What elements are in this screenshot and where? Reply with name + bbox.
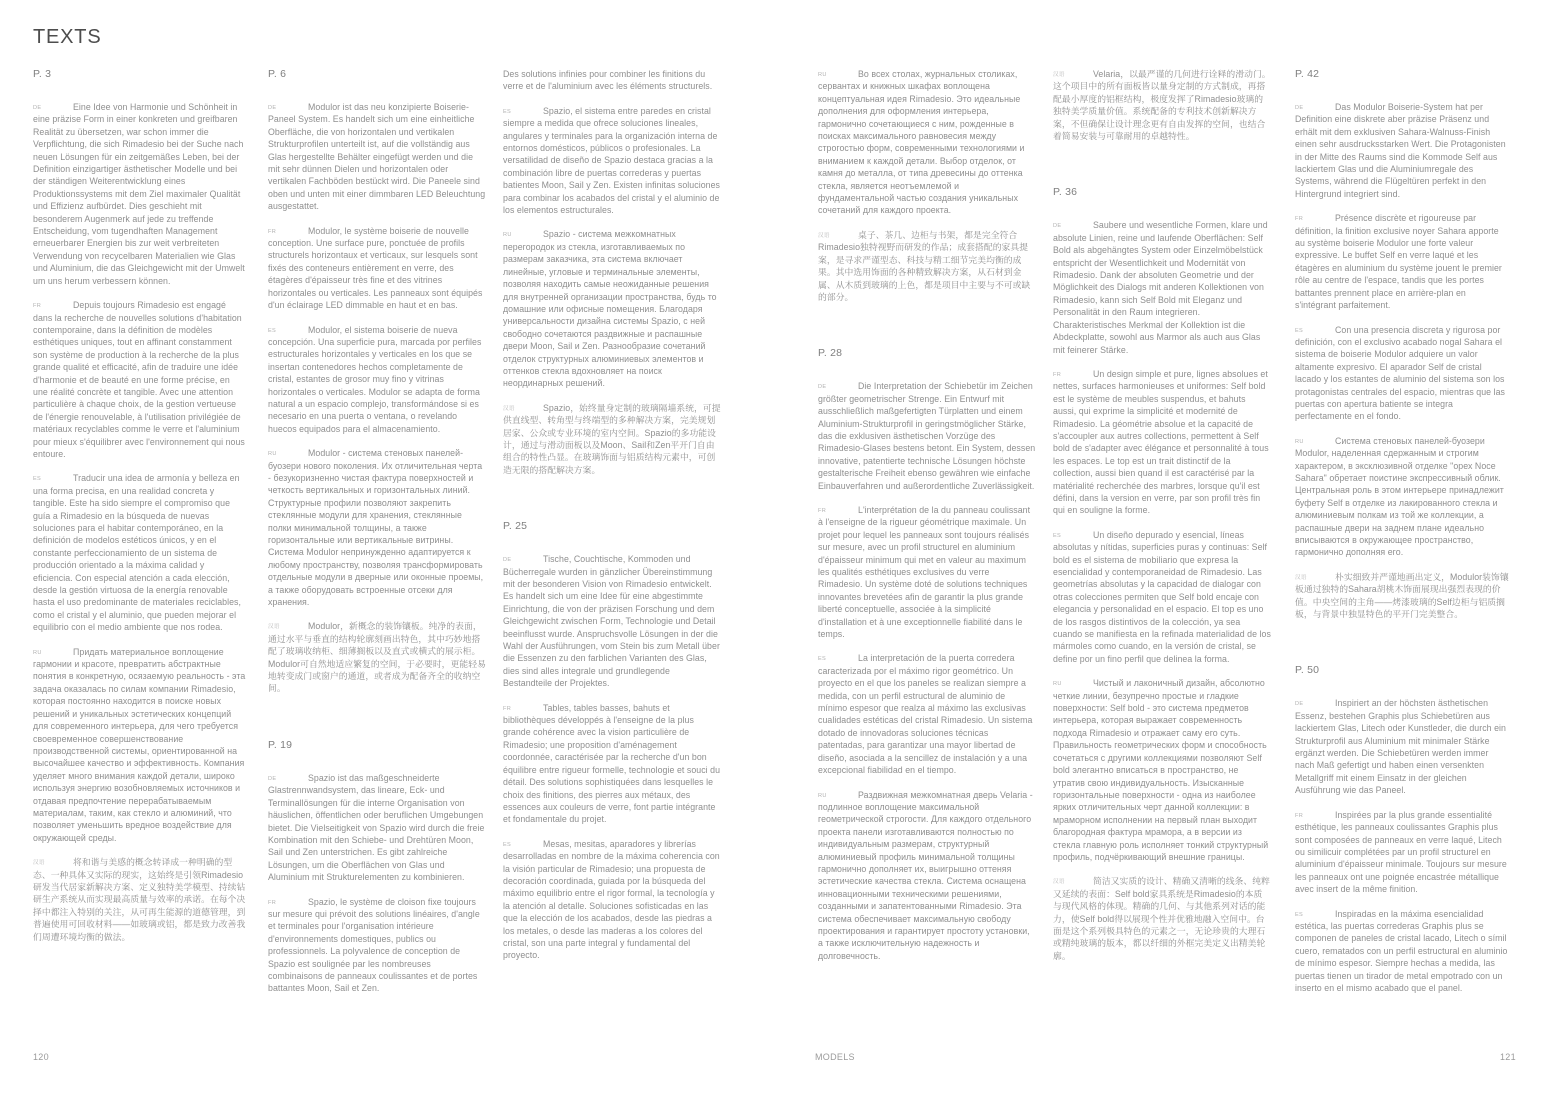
paragraph-text: Inspiradas en la máxima esencialidad estética, las puertas correderas Graphis plus se componen de paneles de cristal lacado, Litech o símil cuero, rematados con un perfil estructural en aluminio de mínimo espesor. Siempre hechas a medida, las puertas tienen un tirador de metal empotrado con un inserto en el mismo acabado que el panel.: [1295, 908, 1508, 993]
text-column-5: [1053, 68, 1271, 974]
language-tag: FR: [33, 303, 42, 310]
paragraph-汉语: [503, 402, 721, 476]
language-tag: 汉语: [1053, 879, 1065, 886]
paragraph-text: Das Modulor Boiserie-System hat per Definition eine diskrete aber präzise Präsenz und erhält mit dem exklusiven Sahara-Walnuss-Finish einen sehr ausdrucksstarken Wert. Die Protagonisten in der Mitte des Raums sind die Kommode Self aus lackiertem Glas und die Aluminiumregale des Systems, während die Flügeltüren perfekt in den Hintergrund integriert sind.: [1295, 102, 1506, 199]
language-tag: 汉语: [503, 405, 515, 412]
language-tag: FR: [1295, 216, 1304, 223]
paragraph-汉语: [1053, 875, 1271, 962]
language-tag: FR: [268, 899, 277, 906]
paragraph-text: 朴实细致并严谨地画出定义，Modulor装饰镶板通过独特的Sahara胡桃木饰面展现出强烈表现的价值。中央空间的主角——烤漆玻璃的Self边柜与铝质搁板，与背景中独显特色的平开门完美整合。: [1295, 571, 1509, 620]
paragraph-DE: [818, 380, 1036, 492]
paragraph-DE: [1295, 101, 1509, 200]
language-tag: ES: [268, 327, 277, 334]
language-tag: 汉语: [1295, 574, 1307, 581]
paragraph-RU: [268, 447, 486, 608]
section-header: P. 6: [268, 68, 287, 80]
paragraph-text: Spazio - система межкомнатных перегородок из стекла, изготавливаемых по размерам заказчика, эта система включает линейные, угловые и терминальные элементы, позволяя находить самые неожиданные решения для внутренней организации пространства, будь то домашние или офисные помещения. Благодаря универсальности дизайна системы Spazio, с ней свободно сочетаются раздвижные и распашные двери Moon, Sail и Zen. Разнообразие сочетаний отделок структурных алюминиевых элементов и оттенков стекла вдохновляет на поиск неординарных решений.: [503, 229, 717, 389]
section-header: P. 19: [268, 738, 293, 751]
paragraph-FR: [1295, 809, 1509, 896]
language-tag: RU: [503, 232, 512, 239]
paragraph-汉语: [1295, 571, 1509, 621]
language-tag: DE: [503, 557, 512, 564]
paragraph-ES: [1295, 908, 1509, 995]
language-tag: 汉语: [268, 624, 280, 631]
section-header: P. 3: [33, 68, 52, 80]
paragraph-RU: [818, 68, 1036, 217]
language-tag: RU: [1295, 438, 1304, 445]
paragraph-text: Velaria，以最严谨的几何进行诠释的滑动门。这个项目中的所有面板皆以量身定制的方式制成，再搭配最小厚度的铝框结构，极度发挥了Rimadesio玻璃的独特美学质量价值。系统配备的专利技术创新解决方案，不但确保让设计理念更有自由发挥的空间，也结合着简易安装与可靠耐用的卓越特性。: [1053, 69, 1271, 142]
paragraph-text: Inspirées par la plus grande essentialité esthétique, les panneaux coulissantes Graphis plus sont composées de panneaux en verre laqué, Litech ou similicuir complétées par un profil structurel en aluminium d'épaisseur minimale. Toujours sur mesure les panneaux ont une poignée encastrée métallique avec insert de la même finition.: [1295, 809, 1507, 895]
paragraph-text: Présence discrète et rigoureuse par définition, la finition exclusive noyer Sahara apporte au système boiserie Modulor une forte valeur expressive. Le buffet Self en verre laqué et les étagères en aluminium du système jouent le premier rôle au centre de l'espace, tandis que les portes battantes prennent place en arrière-plan en s'intégrant parfaitement.: [1295, 213, 1502, 311]
paragraph-ES: [33, 472, 246, 633]
paragraph-RU: [1295, 435, 1509, 559]
language-tag: FR: [818, 507, 827, 514]
paragraph-text: Modulor，新概念的装饰镶板。纯净的表面，通过水平与垂直的结构轮廓刻画出特色，其中巧妙地搭配了玻璃收纳柜、细薄搁板以及直式或横式的展示柜。Modulor可自然地适应繁复的空间，于必要时，更能轻易地转变成门或窗户的通道，或者成为配备齐全的收纳空间。: [268, 621, 486, 694]
paragraph-DE: [503, 553, 721, 689]
language-tag: DE: [1295, 105, 1304, 111]
paragraph-text: Die Interpretation der Schiebetür im Zeichen größter geometrischer Strenge. Ein Entwurf mit ausschließlich maßgefertigten Türplatten und einem Aluminium-Strukturprofil in geringstmöglicher Stärke, das die exklusiven ästhetischen Vorzüge des Rimadesio-Glases bestens betont. Ein System, dessen innovative, patentierte technische Lösungen höchste gestalterische Freiheit ebenso gewähren wie einfache Einbauverfahren und außerordentliche Zuverlässigkeit.: [818, 381, 1036, 491]
paragraph-text: Придать материальное воплощение гармонии и красоте, превратить абстрактные понятия в конкретную, осязаемую реальность - эта задача оказалась по силам компании Rimadesio, которая постоянно находится в поиске новых решений и уникальных эстетических концепций для современного интерьера, для чего требуется своевременное совершенствование производственной системы, ориентированной на высочайшее качество и эффективность. Компания уделяет много внимания каждой детали, широко используя энергию возобновляемых источников и отдавая предпочтение перерабатываемым материалам, таким, как стекло и алюминий, что позволяет уменьшить вредное воздействие для окружающей среды.: [33, 646, 246, 843]
paragraph-DE: [33, 101, 246, 287]
paragraph-FR: [1295, 212, 1509, 311]
language-tag: RU: [818, 72, 827, 78]
paragraph-text: Spazio，始终量身定制的玻璃隔墙系统，可提供直线型、转角型与终端型的多种解决方案，完美规划居家、公众或专业环境的室内空间。Spazio的多功能设计，通过与滑动面板以及Moon、Sail和Zen平开门自由组合的特性凸显。在玻璃饰面与铝质结构元素中，可创造无限的搭配解决方案。: [503, 402, 721, 475]
paragraph-text: La interpretación de la puerta corredera caracterizada por el máximo rigor geométrico. Un proyecto en el que los paneles se realizan siempre a medida, con un perfil estructural de aluminio de mínimo espesor que realza al máximo las exclusivas cualidades estéticas del cristal Rimadesio. Un sistema dotado de innovadoras soluciones técnicas patentadas, para garantizar una mayor libertad de diseño, asociada a la sencillez de instalación y a una excepcional fiabilidad en el tiempo.: [818, 653, 1033, 776]
section-header: P. 36: [1053, 186, 1078, 199]
language-tag: 汉语: [33, 860, 45, 867]
paragraph-text: Spazio, le système de cloison fixe toujours sur mesure qui prévoit des solutions linéaires, d'angle et terminales pour l'organisation intérieure d'environnements domestiques, publics ou professionnels. La polyvalence de conception de Spazio est soulignée par les nombreuses combinaisons de panneaux coulissantes et de portes battantes Moon, Sail et Zen.: [268, 896, 480, 994]
text-column-4: [818, 68, 1036, 974]
paragraph-DE: [1053, 219, 1271, 355]
language-tag: FR: [1295, 812, 1304, 819]
paragraph-text: Depuis toujours Rimadesio est engagé dans la recherche de nouvelles solutions d'habitation contemporaine, dans la définition de modèles esthétiques uniques, tout en affinant constamment son système de production à la recherche de la plus grande qualité et efficacité, afin de traduire une idée d'harmonie et de beauté en une forme précise, en une réalité concrète et tangible. Avec une attention particulière à chaque choix, de la gestion vertueuse de l'énergie renouvelable, à l'utilisation privilégiée de matériaux recyclables comme le verre et l'aluminium pour mieux s'équilibrer avec l'environnement qui nous entoure.: [33, 300, 245, 459]
paragraph-RU: [503, 228, 721, 389]
paragraph-text: Des solutions infinies pour combiner les finitions du verre et de l'aluminium avec les éléments structurels.: [503, 69, 713, 92]
language-tag: RU: [33, 649, 42, 656]
paragraph-text: Раздвижная межкомнатная дверь Velaria - подлинное воплощение максимальной геометрической строгости. Для каждого отдельного проекта панели изготавливаются полностью по индивидуальным размерам, структурный алюминиевый профиль минимальной толщины гармонично дополняет их, выигрышно оттеняя эстетические качества стекла. Система оснащена инновационными техническими решениями, созданными и запатентованными Rimadesio. Эта система обеспечивает максимальную свободу проектирования и гарантирует простоту установки, а также исключительную надежность и долговечность.: [818, 789, 1033, 961]
paragraph-FR: [268, 225, 486, 312]
language-tag: 汉语: [1053, 72, 1065, 78]
paragraph-continuation: [503, 68, 721, 93]
language-tag: RU: [818, 792, 827, 799]
text-column-3: [503, 68, 721, 974]
paragraph-text: L'interprétation de la du panneau coulissant à l'enseigne de la rigueur géométrique maximale. Un projet pour lequel les panneaux sont toujours réalisés sur mesure, avec un profil structurel en aluminium d'épaisseur minimum qui met en valeur au maximum les qualités esthétiques exclusives du verre Rimadesio. Un système doté de solutions techniques innovantes brevetées afin de garantir la plus grande liberté conceptuelle, associée à la simplicité d'installation et à une exceptionnelle fiabilité dans le temps.: [818, 504, 1031, 640]
paragraph-ES: [268, 324, 486, 436]
language-tag: ES: [818, 656, 827, 663]
language-tag: ES: [1295, 327, 1304, 334]
paragraph-FR: [503, 702, 721, 826]
language-tag: ES: [1053, 532, 1062, 539]
language-tag: ES: [1295, 911, 1304, 918]
paragraph-text: Saubere und wesentliche Formen, klare und absolute Linien, reine und laufende Oberflächen: Self Bold als abgehängtes System oder Einzelmöbelstück entspricht der Wesentlichkeit und Modernität von Rimadesio. Dank der absoluten Geometrie und der Möglichkeit des Dialogs mit anderen Kollektionen von Rimadesio, kann sich Self Bold mit Eleganz und Personalität in den Raum integrieren. Charakteristisches Merkmal der Kollektion ist die Abdeckplatte, sowohl aus Marmor als auch aus Glas mit feinerer Stärke.: [1053, 220, 1268, 355]
paragraph-text: Чистый и лаконичный дизайн, абсолютно четкие линии, безупречно простые и гладкие поверхности: Self bold - это система предметов интерьера, которая выражает современность подхода Rimadesio и отражает саму его суть. Правильность геометрических форм и способность сочетаться с другими коллекциями позволяют Self bold элегантно вписаться в пространство, не утратив свою индивидуальность. Изысканные горизонтальные поверхности - одна из наиболее ярких отличительных черт данной коллекции: в мраморном исполнении на первый план выходит благородная фактура мрамора, а в версии из стекла главную роль исполняет тонкий структурный профиль, подчёркивающий внешние границы.: [1053, 678, 1269, 862]
right-page-number: 121: [1500, 1052, 1516, 1062]
paragraph-text: Modulor ist das neu konzipierte Boiserie-Paneel System. Es handelt sich um eine einheitliche Oberfläche, die von horizontalen und vertikalen Strukturprofilen unterteilt ist, auf die vollständig aus Glas hergestellte Behälter eingefügt werden und die mit sehr dünnen Dielen und horizontalen oder vertikalen Fachböden bestückt wird. Die Paneele sind oben und unten mit einer dimmbaren LED Beleuchtung ausgestattet.: [268, 102, 486, 212]
paragraph-text: Modulor - система стеновых панелей-буозери нового поколения. Их отличительная черта - безукоризненно чистая фактура поверхностей и четкость вертикальных и горизонтальных линий. Структурные профили позволяют закрепить стеклянные модули для хранения, стеклянные полки минимальной толщины, а также горизонтальные или вертикальные витрины. Система Modulor непринужденно адаптируется к любому пространству, позволяя трансформировать отдельные модули в дверные или оконные проемы, а также оборудовать встроенные отсеки для хранения.: [268, 448, 484, 608]
paragraph-FR: [268, 896, 486, 995]
paragraph-ES: [1295, 324, 1509, 423]
paragraph-汉语: [1053, 68, 1271, 142]
paragraph-汉语: [818, 229, 1036, 303]
paragraph-text: Tables, tables basses, bahuts et bibliothèques développés à l'enseigne de la plus grande cohérence avec la vision particulière de Rimadesio; une proposition d'aménagement coordonnée, caractérisée par la recherche d'un bon équilibre entre rigueur formelle, technologie et souci du détail. Des solutions sophistiquées dans lesquelles le choix des finitions, des pierres aux métaux, des essences aux couleurs de verre, font partie intégrante et fondamentale du projet.: [503, 702, 721, 825]
paragraph-text: Modulor, le système boiserie de nouvelle conception. Une surface pure, ponctuée de profils structurels horizontaux et verticaux, sur lesquels sont fixés des conteneurs entièrement en verre, des étagères d'épaisseur très fine et des vitrines horizontales ou verticales. Les panneaux sont équipés d'un éclairage LED dimmable en haut et en bas.: [268, 225, 483, 311]
section-header: P. 28: [818, 347, 843, 360]
paragraph-ES: [1053, 529, 1271, 665]
language-tag: RU: [1053, 681, 1062, 688]
section-header: P. 50: [1295, 664, 1320, 677]
paragraph-text: Con una presencia discreta y rigurosa por definición, con el exclusivo acabado nogal Sahara el sistema de boiserie Modulor adquiere un valor altamente expresivo. El aparador Self de cristal lacado y los estantes de aluminio del sistema son los protagonistas centrales del espacio, mientras que las puertas con apertura batiente se integra perfectamente en el fondo.: [1295, 324, 1505, 422]
language-tag: FR: [268, 228, 277, 235]
paragraph-text: Un diseño depurado y esencial, líneas absolutas y nítidas, superficies puras y continuas: Self bold es el sistema de mobiliario que expresa la esencialidad y contemporaneidad de Rimadesio. Las geometrías absolutas y la capacidad de dialogar con otras colecciones permiten que Self bold encaje con elegancia y personalidad en el espacio. El top es uno de los rasgos distintivos de la colección, ya sea cuando se manifiesta en la refinada materialidad de los mármoles como cuando, en la versión de cristal, se define por un fino perfil que delinea la forma.: [1053, 529, 1271, 664]
language-tag: ES: [503, 108, 512, 115]
page-title: TEXTS: [33, 26, 102, 48]
language-tag: FR: [503, 705, 512, 712]
language-tag: DE: [818, 384, 827, 391]
paragraph-FR: [33, 299, 246, 460]
paragraph-RU: [33, 646, 246, 845]
paragraph-DE: [1295, 697, 1509, 796]
paragraph-text: Spazio ist das maßgeschneiderte Glastrennwandsystem, das lineare, Eck- und Terminallösungen für die interne Organisation von häuslichen, öffentlichen oder beruflichen Umgebungen bietet. Die Vielseitigkeit von Spazio wird durch die freie Kombination mit den Schiebe- und Drehtüren Moon, Sail und Zen unterstrichen. Es gibt zahlreiche Lösungen, um die Oberflächen von Glas und Aluminium mit Strukturelementen zu kombinieren.: [268, 772, 485, 883]
language-tag: 汉语: [818, 232, 830, 239]
paragraph-text: Inspiriert an der höchsten ästhetischen Essenz, bestehen Graphis plus Schiebetüren aus lackiertem Glas, Litech oder Kunstleder, die durch ein Strukturprofil aus Aluminium mit minimaler Stärke ergänzt werden. Die Schiebetüren werden immer nach Maß gefertigt und haben einen versenkten Metallgriff mit einem Einsatz in der gleichen Ausführung wie das Paneel.: [1295, 698, 1507, 796]
language-tag: ES: [503, 841, 512, 848]
language-tag: DE: [1295, 701, 1304, 708]
language-tag: DE: [268, 775, 277, 782]
language-tag: DE: [33, 105, 42, 111]
paragraph-text: Spazio, el sistema entre paredes en cristal siempre a medida que ofrece soluciones lineales, angulares y terminales para la organización interna de entornos domésticos, públicos o profesionales. La versatilidad de diseño de Spazio destaca gracias a la combinación libre de puertas correderas y puertas batientes Moon, Sail y Zen. Existen infinitas soluciones para combinar los acabados del cristal y el aluminio de los elementos estructurales.: [503, 105, 720, 216]
paragraph-FR: [818, 504, 1036, 640]
language-tag: DE: [268, 105, 277, 111]
paragraph-text: Un design simple et pure, lignes absolues et nettes, surfaces harmonieuses et uniformes: Self bold est le système de meubles suspendus, et bahuts aussi, qui exprime la simplicité et modernité de Rimadesio. La géométrie absolue et la capacité de s'accoupler aux autres collections, permettent à Self bold de s'adapter avec élégance et personnalité à tous les espaces. Le top est un trait distinctif de la collection, aussi bien quand il est caractérisé par la matérialité recherchée des marbres, lorsque qu'il est défini, dans la version en verre, par son profil très fin qui en souligne la forme.: [1053, 368, 1269, 516]
paragraph-text: Traducir una idea de armonía y belleza en una forma precisa, en una realidad concreta y tangible. Este ha sido siempre el compromiso que guía a Rimadesio en la búsqueda de nuevas soluciones para el habitar contemporáneo, en la definición de modelos estéticos únicos, y en el constante perfeccionamiento de un sistema de producción orientado a la máxima calidad y eficiencia. Con especial atención a cada elección, desde la gestión virtuosa de la energía renovable hasta el uso predominante de materiales reciclables, como el cristal y el aluminio, que pueden mejorar el equilibrio con el medio ambiente que nos rodea.: [33, 473, 241, 633]
language-tag: RU: [268, 451, 277, 458]
section-header: P. 25: [503, 520, 528, 533]
section-label: MODELS: [815, 1052, 855, 1062]
paragraph-text: Система стеновых панелей-буозери Modulor, наделенная сдержанным и строгим характером, в эксклюзивной отделке "орех Noce Sahara" обретает поистине экспрессивный облик. Центральная роль в этом интерьере принадлежит буфету Self в отделке из лакированного стекла и алюминиевым полкам из той же коллекции, а распашные двери на заднем плане идеально вписываются в окружающее пространство, гармонично дополняя его.: [1295, 435, 1504, 558]
paragraph-text: Modulor, el sistema boiserie de nueva concepción. Una superficie pura, marcada por perfiles estructurales horizontales y verticales en los que se insertan contenedores hechos completamente de cristal, estantes de grosor muy fino y vitrinas horizontales o verticales. Modulor se adapta de forma natural a un espacio complejo, transformándose si es necesario en una puerta o ventana, o revelando huecos equipados para el almacenamiento.: [268, 324, 482, 434]
paragraph-汉语: [268, 620, 486, 694]
paragraph-RU: [818, 789, 1036, 963]
paragraph-text: Tische, Couchtische, Kommoden und Bücherregale wurden in gänzlicher Übereinstimmung mit der besonderen Vision von Rimadesio entwickelt. Es handelt sich um eine Idee für eine abgestimmte Einrichtung, die von der präzisen Forschung und dem Gleichgewicht zwischen Form, Technologie und Detail beeinflusst wurde. Anspruchsvolle Lösungen in der die Wahl der Ausführungen, vom Stein bis zum Metall über die Essenzen zu den farblichen Varianten des Glas, dies sind alles integrale und grundlegende Bestandteile der Projektes.: [503, 554, 720, 689]
text-column-1: [33, 68, 246, 955]
paragraph-text: Eine Idee von Harmonie und Schönheit in eine präzise Form in einer konkreten und greifbaren Realität zu übersetzen, war schon immer die Verpflichtung, die sich Rimadesio bei der Suche nach neuen Lösungen für ein zeitgemäßes Leben, bei der Definition einzigartiger ästhetischer Modelle und bei der ständigen Weiterentwicklung eines Produktionssystems mit dem Ziel maximaler Qualität und Effizienz aufbürdet. Dies geschieht mit besonderem Augenmerk auf jede zu treffende Entscheidung, vom tugendhaften Management erneuerbarer Energien bis zur weit verbreiteten Verwendung von recycelbaren Materialien wie Glas und Aluminium, die das Gleichgewicht mit der Umwelt um uns herum verbessern können.: [33, 102, 245, 286]
paragraph-ES: [503, 105, 721, 217]
paragraph-text: Во всех столах, журнальных столиках, сервантах и книжных шкафах воплощена концептуальная идея Rimadesio. Это идеальные дополнения для оформления интерьера, гармонично сочетающиеся с ним, рожденные в поисках максимального равновесия между строгостью форм, современными технологиями и вниманием к каждой детали. Выбор отделок, от камня до металла, от типа древесины до оттенка стекла, является неотъемлемой и фундаментальной частью создания уникальных сочетаний для каждого проекта.: [818, 69, 1025, 216]
paragraph-汉语: [33, 856, 246, 943]
language-tag: ES: [33, 476, 42, 483]
language-tag: FR: [1053, 371, 1062, 378]
text-column-6: [1295, 68, 1509, 1006]
text-column-2: [268, 68, 486, 1007]
paragraph-DE: [268, 772, 486, 884]
language-tag: DE: [1053, 223, 1062, 230]
paragraph-ES: [818, 652, 1036, 776]
paragraph-RU: [1053, 677, 1271, 863]
paragraph-ES: [503, 838, 721, 962]
paragraph-text: 桌子、茶几、边柜与书架，都是完全符合Rimadesio独特视野而研发的作品；成套搭配的家具提案，是寻求严谨型态、科技与精工细节完美均衡的成果。其中选用饰面的各种精致解决方案，从石材到金属、从木质到玻璃的上色，都是项目中主要与不可或缺的部分。: [818, 229, 1031, 302]
paragraph-text: 简洁又实质的设计、精确又清晰的线条、纯粹又延续的表面：Self bold家具系统是Rimadesio的本质与现代风格的体现。精确的几何、与其他系列对话的能力，使Self bold得以展现个性并优雅地融入空间中。台面是这个系列极具特色的元素之一，无论珍贵的大理石或精纯玻璃的版本，都以纤细的外框完美定义出精美轮廓。: [1053, 876, 1270, 961]
left-page-number: 120: [33, 1052, 49, 1062]
paragraph-FR: [1053, 368, 1271, 517]
paragraph-text: 将和谐与美感的概念转译成一种明确的型态、一种具体又实际的现实，这始终是引领Rimadesio研发当代居家新解决方案、定义独特美学模型、持续钻研生产系统从而实现最高质量与效率的承诺。在每个决择中都注入特别的关注，从可再生能源的道德管理，到普遍使用可回收材料——如玻璃或铝，都是致力改善我们周遭环境均衡的做法。: [33, 857, 246, 942]
section-header: P. 42: [1295, 68, 1320, 80]
paragraph-DE: [268, 101, 486, 213]
paragraph-text: Mesas, mesitas, aparadores y librerías desarrolladas en nombre de la máxima coherencia con la visión particular de Rimadesio; una propuesta de decoración coordinada, guiada por la búsqueda del máximo equilibrio entre el rigor formal, la tecnología y la atención al detalle. Soluciones sofisticadas en las que la elección de los acabados, desde las piedras a los metales, o desde las maderas a los colores del cristal, son una parte integral y fundamental del proyecto.: [503, 838, 720, 961]
